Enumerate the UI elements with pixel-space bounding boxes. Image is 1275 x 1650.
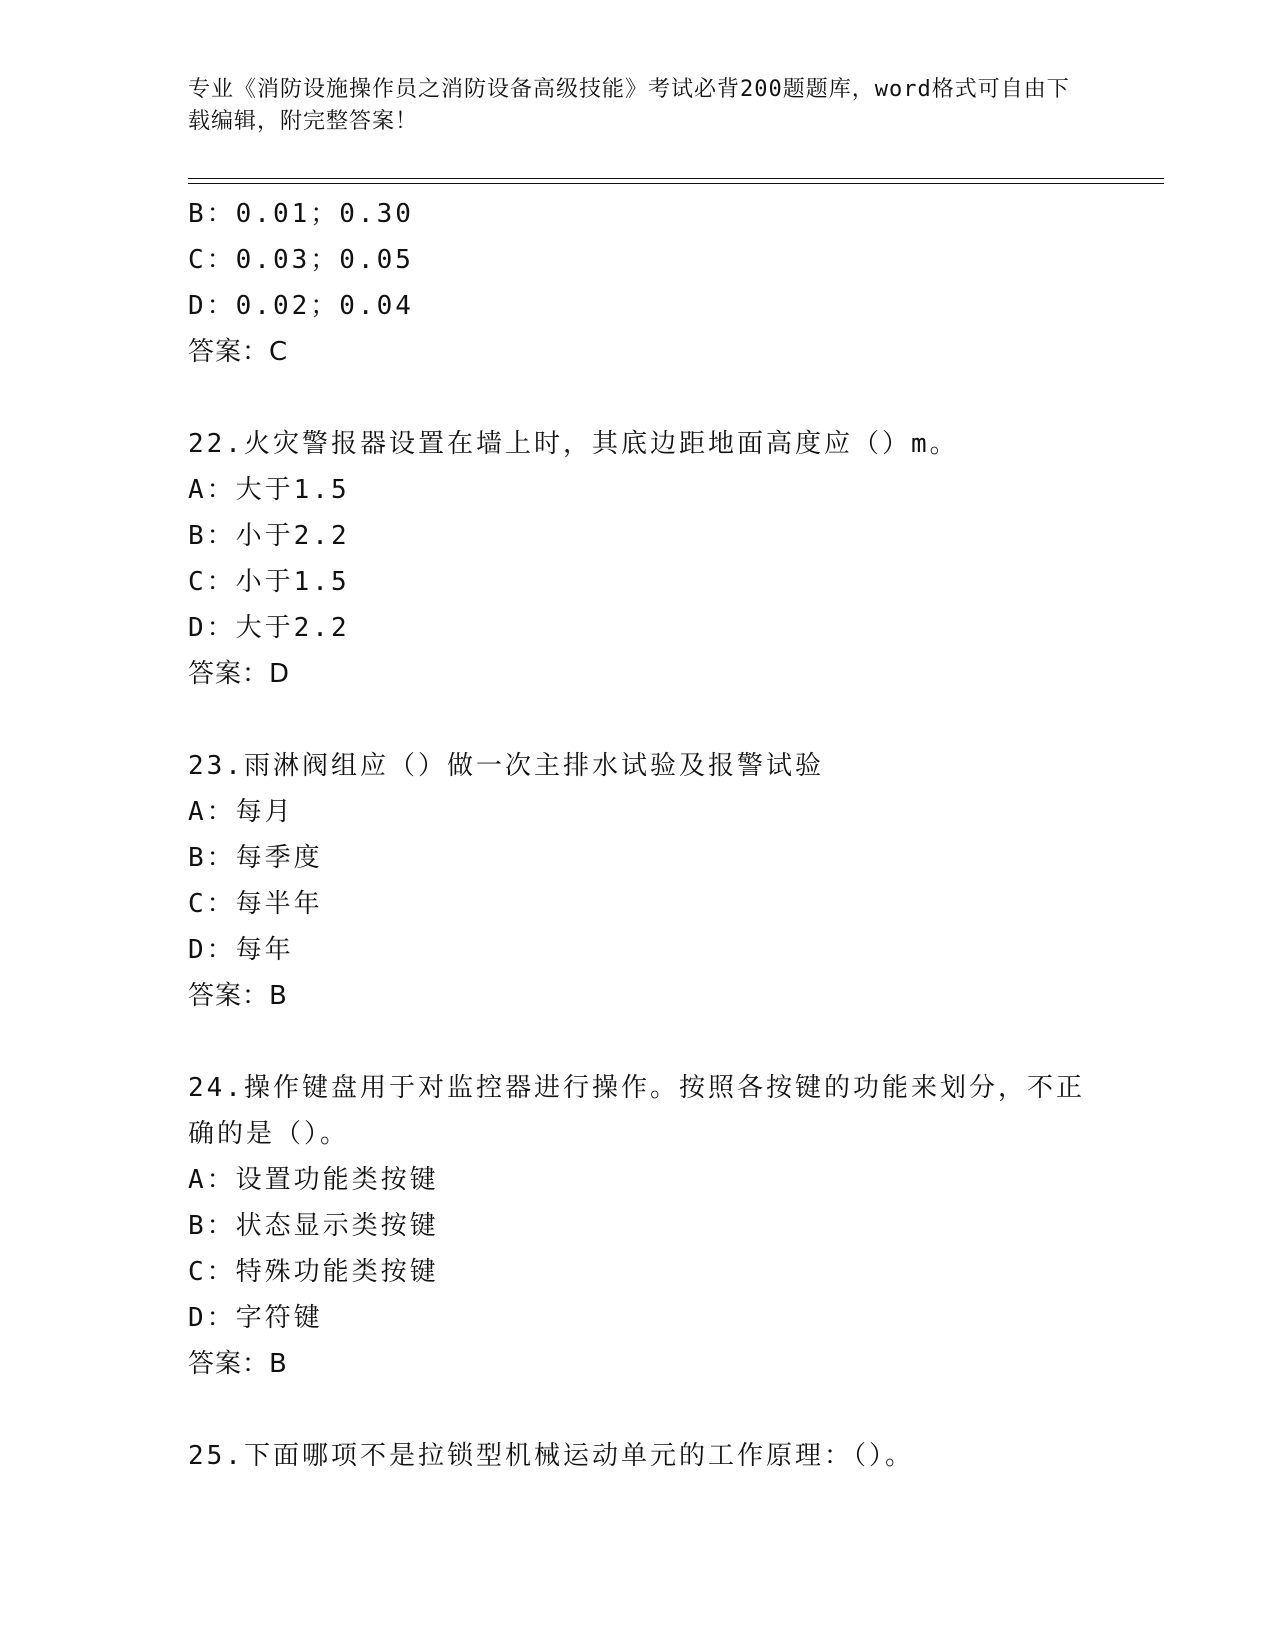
spacer — [188, 1387, 1088, 1433]
answer: 答案：C — [188, 337, 289, 367]
document-header — [188, 74, 1088, 138]
question-24 — [188, 1065, 1088, 1387]
header-title: 专业《消防设施操作员之消防设备高级技能》考试必背200题题库，word格式可自由下载编辑，附完整答案！ — [188, 77, 1070, 134]
question-23 — [188, 743, 1088, 1019]
header-rule-bottom — [188, 183, 1164, 184]
option-d: D：每年 — [188, 935, 294, 965]
spacer — [188, 1019, 1088, 1065]
question-text-line-2: 确的是（）。 — [188, 1119, 350, 1149]
prev-question-tail — [188, 191, 1088, 375]
option-b: B：状态显示类按键 — [188, 1211, 439, 1241]
option-b: B：0.01；0.30 — [188, 199, 414, 229]
answer: 答案：D — [188, 659, 291, 689]
header-rule-top — [188, 178, 1164, 179]
option-c: C：小于1.5 — [188, 567, 350, 597]
answer: 答案：B — [188, 1349, 288, 1379]
option-c: C：0.03；0.05 — [188, 245, 414, 275]
option-d: D：大于2.2 — [188, 613, 350, 643]
option-d: D：字符键 — [188, 1303, 323, 1333]
spacer — [188, 375, 1088, 421]
option-b: B：小于2.2 — [188, 521, 350, 551]
question-list — [188, 191, 1088, 1479]
question-text: 22.火灾警报器设置在墙上时，其底边距地面高度应（）m。 — [188, 429, 959, 459]
option-c: C：每半年 — [188, 889, 323, 919]
option-a: A：每月 — [188, 797, 294, 827]
question-25 — [188, 1433, 1088, 1479]
option-a: A：大于1.5 — [188, 475, 350, 505]
answer: 答案：B — [188, 981, 288, 1011]
option-c: C：特殊功能类按键 — [188, 1257, 439, 1287]
spacer — [188, 697, 1088, 743]
question-text-line-1: 24.操作键盘用于对监控器进行操作。按照各按键的功能来划分，不正 — [188, 1073, 1085, 1103]
option-b: B：每季度 — [188, 843, 323, 873]
question-text: 23.雨淋阀组应（）做一次主排水试验及报警试验 — [188, 751, 824, 781]
option-a: A：设置功能类按键 — [188, 1165, 439, 1195]
question-text: 25.下面哪项不是拉锁型机械运动单元的工作原理：（）。 — [188, 1441, 914, 1471]
option-d: D：0.02；0.04 — [188, 291, 414, 321]
question-22 — [188, 421, 1088, 697]
